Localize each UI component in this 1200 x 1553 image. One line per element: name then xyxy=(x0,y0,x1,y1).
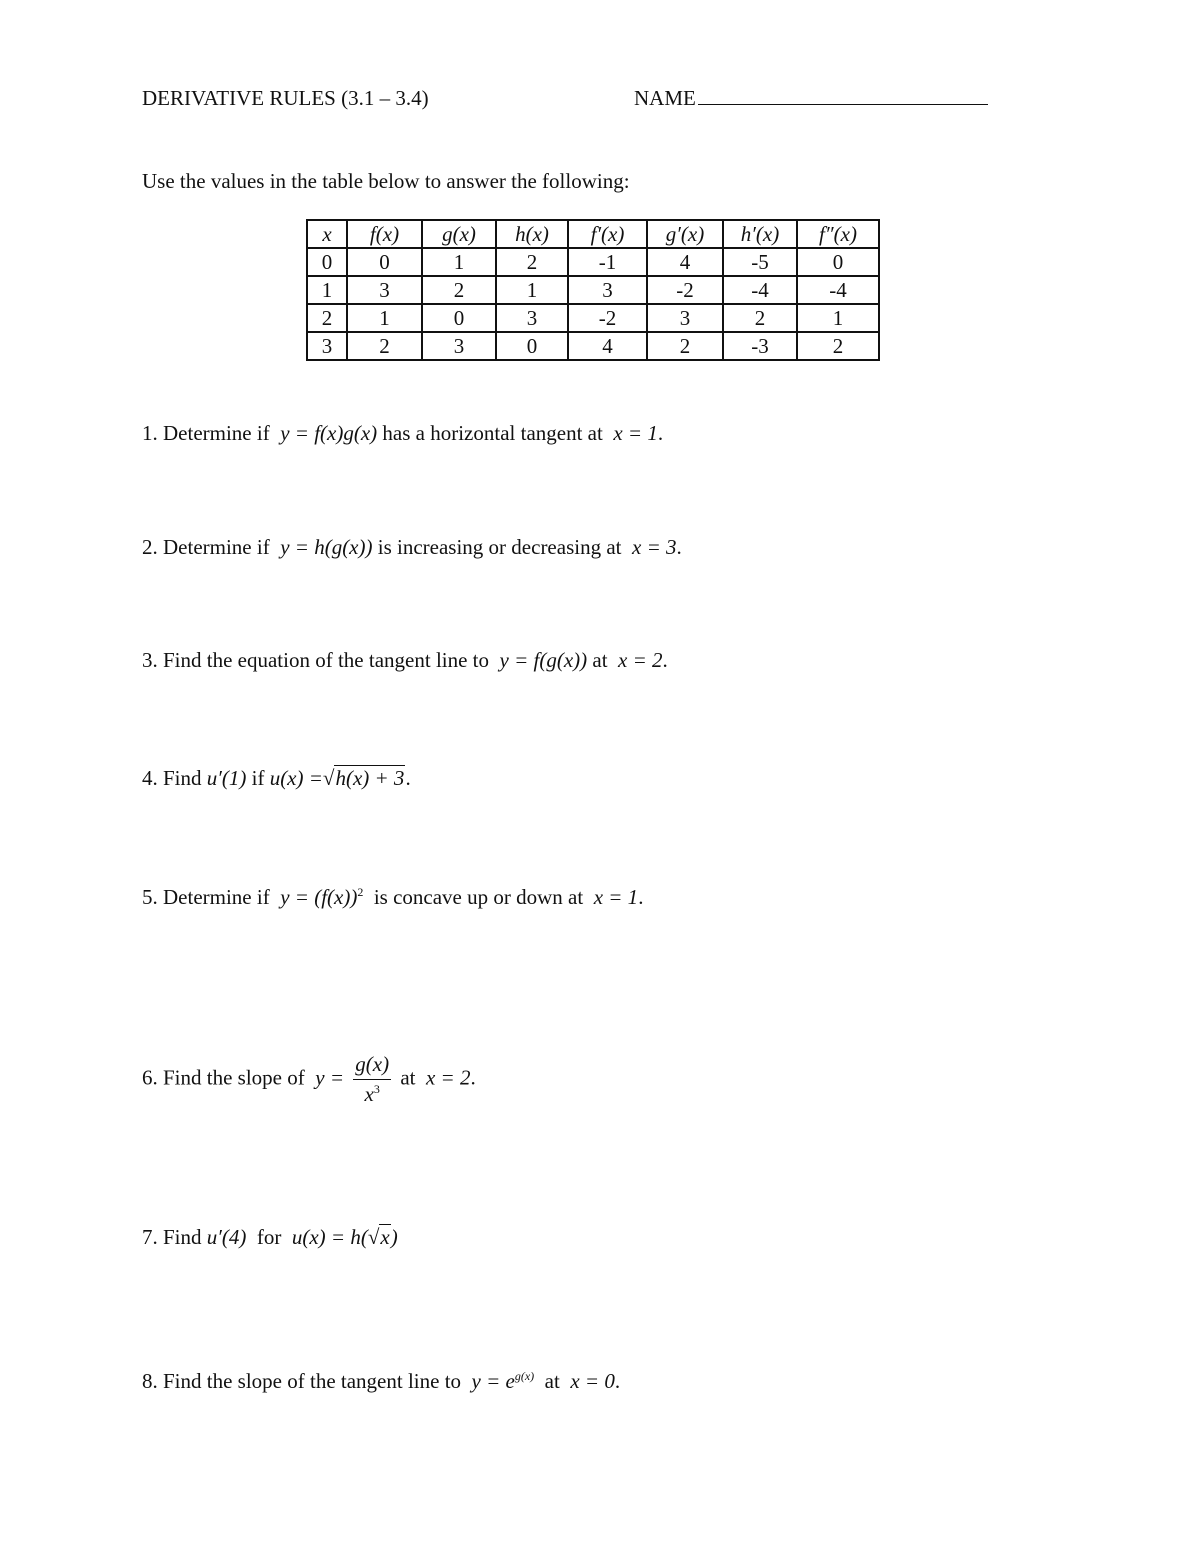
table-cell: 1 xyxy=(307,276,347,304)
question-text: if xyxy=(251,766,265,790)
table-cell: 2 xyxy=(347,332,422,360)
name-field[interactable] xyxy=(634,86,988,111)
question-4 xyxy=(142,766,411,791)
question-period: . xyxy=(614,1369,621,1393)
question-period: . xyxy=(405,766,411,790)
table-cell: 3 xyxy=(496,304,568,332)
question-expression: y = h(g(x)) xyxy=(280,535,373,559)
question-text: Determine if xyxy=(163,535,270,559)
table-cell: 0 xyxy=(347,248,422,276)
question-text: Find the slope of xyxy=(163,1065,305,1090)
table-row xyxy=(307,332,879,360)
question-point: x = 1 xyxy=(613,421,658,445)
table-row xyxy=(307,248,879,276)
table-cell: 0 xyxy=(422,304,496,332)
instructions: Use the values in the table below to answer the following: xyxy=(142,169,630,193)
question-function: u(x) = xyxy=(269,766,323,790)
question-point: x = 1 xyxy=(593,885,639,909)
header-h-prime: h′(x) xyxy=(723,220,797,248)
table-cell: -3 xyxy=(723,332,797,360)
table-cell: 2 xyxy=(496,248,568,276)
question-number: 5. xyxy=(142,885,158,909)
table-cell: 1 xyxy=(496,276,568,304)
table-cell: 3 xyxy=(647,304,723,332)
question-radicand: h(x) + 3 xyxy=(335,766,405,790)
question-2 xyxy=(142,535,682,560)
header-f-double-prime: f″(x) xyxy=(797,220,879,248)
question-text: Find the slope of the tangent line to xyxy=(163,1369,462,1393)
denominator-base: x xyxy=(364,1082,374,1106)
question-number: 4. xyxy=(142,766,158,790)
question-text: is increasing or decreasing at xyxy=(377,535,622,559)
question-expression: u′(4) xyxy=(206,1225,247,1249)
question-text: at xyxy=(592,648,608,672)
question-text: at xyxy=(544,1369,560,1393)
question-expression: y = f(g(x)) xyxy=(499,648,588,672)
sqrt-icon: √ xyxy=(322,766,335,790)
table-cell: 1 xyxy=(347,304,422,332)
header-g: g(x) xyxy=(422,220,496,248)
header-f: f(x) xyxy=(347,220,422,248)
header-g-prime: g′(x) xyxy=(647,220,723,248)
fraction xyxy=(353,1052,391,1107)
table-row xyxy=(307,304,879,332)
question-6 xyxy=(142,1052,476,1107)
table-header-row xyxy=(307,220,879,248)
question-expression: u′(1) xyxy=(206,766,247,790)
question-expression: y = (f(x)) xyxy=(280,885,358,909)
question-expression: y = f(x)g(x) xyxy=(280,421,378,445)
table-cell: -5 xyxy=(723,248,797,276)
table-row xyxy=(307,276,879,304)
header-x: x xyxy=(307,220,347,248)
question-1 xyxy=(142,421,663,446)
table-cell: 0 xyxy=(307,248,347,276)
sqrt-icon: √ xyxy=(367,1225,380,1249)
table-cell: -2 xyxy=(647,276,723,304)
table-cell: 2 xyxy=(797,332,879,360)
table-cell: 1 xyxy=(797,304,879,332)
question-period: . xyxy=(657,421,664,445)
table-cell: -4 xyxy=(723,276,797,304)
question-3 xyxy=(142,648,668,673)
table-cell: 4 xyxy=(568,332,647,360)
table-cell: 0 xyxy=(797,248,879,276)
question-point: x = 3 xyxy=(632,535,677,559)
page-title: DERIVATIVE RULES (3.1 – 3.4) xyxy=(142,86,429,110)
question-period: . xyxy=(662,648,668,672)
question-period: . xyxy=(470,1065,476,1090)
header-f-prime: f′(x) xyxy=(568,220,647,248)
question-text: is concave up or down at xyxy=(373,885,584,909)
question-number: 1. xyxy=(142,421,158,445)
name-label: NAME xyxy=(634,86,696,110)
table-cell: 2 xyxy=(647,332,723,360)
table-cell: 3 xyxy=(347,276,422,304)
values-table xyxy=(306,219,880,361)
table-cell: -1 xyxy=(568,248,647,276)
question-number: 6. xyxy=(142,1065,158,1090)
name-blank-line[interactable] xyxy=(698,86,988,105)
question-text: Find xyxy=(163,1225,202,1249)
table-cell: 2 xyxy=(307,304,347,332)
header-h: h(x) xyxy=(496,220,568,248)
question-period: . xyxy=(638,885,644,909)
table-cell: 4 xyxy=(647,248,723,276)
question-number: 2. xyxy=(142,535,158,559)
question-point: x = 0 xyxy=(570,1369,615,1393)
question-text: at xyxy=(400,1065,416,1090)
table-cell: 3 xyxy=(422,332,496,360)
table-cell: 2 xyxy=(422,276,496,304)
question-point: x = 2 xyxy=(425,1065,471,1090)
question-expression: y = e xyxy=(471,1369,515,1393)
question-function: u(x) = h( xyxy=(291,1225,368,1249)
question-text: Find xyxy=(163,766,202,790)
question-7 xyxy=(142,1225,398,1250)
question-period: . xyxy=(676,535,682,559)
question-text: has a horizontal tangent at xyxy=(382,421,603,445)
question-number: 3. xyxy=(142,648,158,672)
table-cell: 0 xyxy=(496,332,568,360)
question-number: 7. xyxy=(142,1225,158,1249)
question-close-paren: ) xyxy=(390,1225,398,1249)
question-text: Find the equation of the tangent line to xyxy=(163,648,490,672)
question-8 xyxy=(142,1369,620,1394)
table-cell: -2 xyxy=(568,304,647,332)
question-5 xyxy=(142,885,643,910)
table-cell: 3 xyxy=(568,276,647,304)
denominator-exponent: 3 xyxy=(373,1082,380,1096)
fraction-denominator xyxy=(353,1080,391,1107)
table-cell: 2 xyxy=(723,304,797,332)
fraction-numerator: g(x) xyxy=(353,1052,391,1080)
table-cell: 3 xyxy=(307,332,347,360)
question-text: for xyxy=(256,1225,282,1249)
question-exponent: g(x) xyxy=(514,1369,535,1383)
question-number: 8. xyxy=(142,1369,158,1393)
table-cell: 1 xyxy=(422,248,496,276)
table-cell: -4 xyxy=(797,276,879,304)
question-exponent: 2 xyxy=(357,885,364,899)
question-radicand: x xyxy=(380,1225,390,1249)
question-text: Determine if xyxy=(163,885,270,909)
question-function: y = xyxy=(315,1065,344,1090)
question-text: Determine if xyxy=(163,421,270,445)
question-point: x = 2 xyxy=(618,648,663,672)
